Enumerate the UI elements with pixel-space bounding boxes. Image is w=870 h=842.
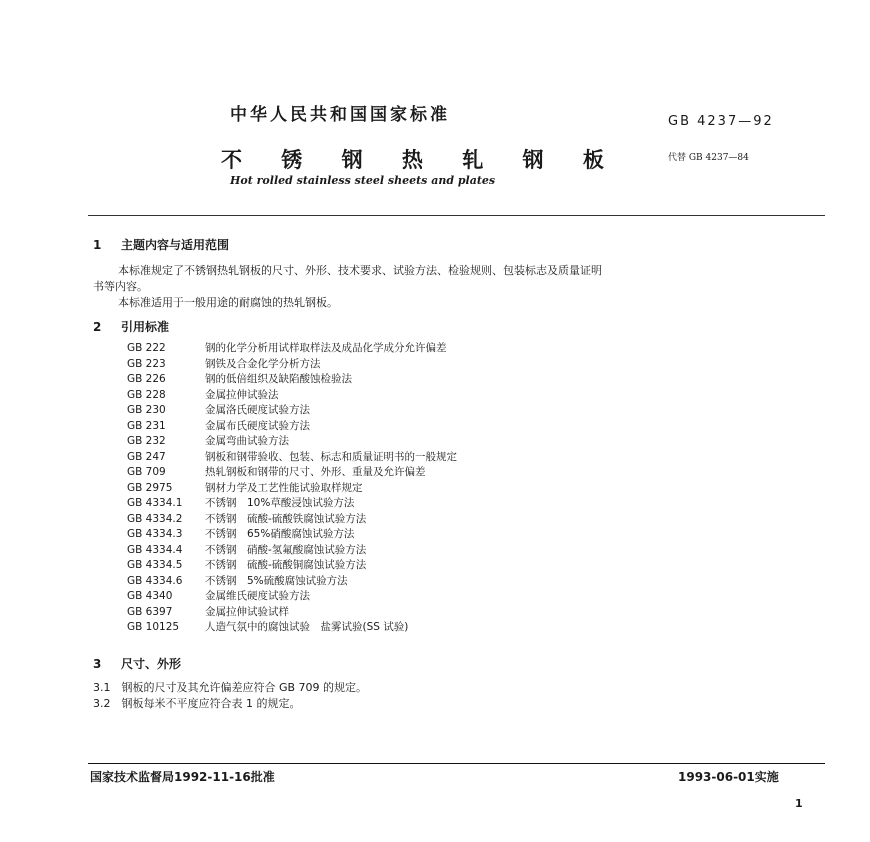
reference-item <box>127 449 457 465</box>
reference-code: GB 222 <box>127 342 166 354</box>
reference-title: 金属维氏硬度试验方法 <box>205 590 310 602</box>
reference-code: GB 10125 <box>127 621 180 633</box>
standard-number: GB 4237—92 <box>668 114 774 129</box>
section-1-para2: 本标准适用于一般用途的耐腐蚀的热轧钢板。 <box>118 296 338 309</box>
reference-title: 金属布氏硬度试验方法 <box>205 419 310 432</box>
reference-title: 钢材力学及工艺性能试验取样规定 <box>205 481 363 494</box>
approval-date: 国家技术监督局1992-11-16批准 <box>90 770 275 784</box>
reference-code: GB 4334.5 <box>127 559 183 571</box>
reference-item <box>127 495 457 511</box>
section-2-title: 引用标准 <box>121 320 170 334</box>
reference-item <box>127 371 457 387</box>
reference-title: 钢的化学分析用试样取样法及成品化学成分允许偏差 <box>205 342 447 354</box>
reference-title: 不锈钢 硝酸-氢氟酸腐蚀试验方法 <box>205 543 367 556</box>
reference-title: 金属拉伸试验法 <box>205 388 279 401</box>
national-standard-heading: 中华人民共和国国家标准 <box>230 105 450 125</box>
reference-title: 热轧钢板和钢带的尺寸、外形、重量及允许偏差 <box>205 466 426 478</box>
reference-code: GB 2975 <box>127 481 173 494</box>
reference-title: 金属拉伸试验试样 <box>205 605 289 618</box>
reference-title: 不锈钢 硫酸-硫酸铜腐蚀试验方法 <box>205 559 367 571</box>
reference-item <box>127 526 457 542</box>
reference-title: 不锈钢 10%草酸浸蚀试验方法 <box>205 497 355 509</box>
reference-code: GB 4334.1 <box>127 497 183 509</box>
reference-item <box>127 464 457 480</box>
english-title: Hot rolled stainless steel sheets and plates <box>230 174 496 187</box>
reference-code: GB 4334.2 <box>127 512 183 525</box>
section-3-number: 3 <box>93 657 102 671</box>
section-1-heading <box>93 236 229 253</box>
section-1-number: 1 <box>93 238 102 252</box>
section-3-title: 尺寸、外形 <box>121 657 182 671</box>
section-3-heading <box>93 655 181 672</box>
reference-code: GB 4334.6 <box>127 574 183 587</box>
reference-code: GB 4334.3 <box>127 528 183 540</box>
reference-title: 不锈钢 硫酸-硫酸铁腐蚀试验方法 <box>205 512 367 525</box>
reference-code: GB 4334.4 <box>127 543 183 556</box>
reference-item <box>127 542 457 558</box>
page-number: 1 <box>795 797 803 810</box>
reference-item <box>127 433 457 449</box>
reference-code: GB 228 <box>127 388 166 401</box>
reference-title: 金属洛氏硬度试验方法 <box>205 404 310 416</box>
reference-code: GB 4340 <box>127 590 173 602</box>
reference-item <box>127 402 457 418</box>
reference-code: GB 247 <box>127 450 166 463</box>
footer-divider <box>88 763 825 764</box>
reference-list <box>127 340 457 635</box>
reference-code: GB 232 <box>127 435 166 447</box>
reference-item <box>127 511 457 527</box>
implementation-date: 1993-06-01实施 <box>678 770 779 784</box>
reference-code: GB 226 <box>127 373 166 385</box>
section-1-para1-line2: 书等内容。 <box>93 280 148 293</box>
section-2-heading <box>93 318 169 335</box>
section-1-title: 主题内容与适用范围 <box>121 238 230 252</box>
reference-item <box>127 480 457 496</box>
clause-3-1: 3.1 钢板的尺寸及其允许偏差应符合 GB 709 的规定。 <box>93 681 368 694</box>
reference-title: 人造气氛中的腐蚀试验 盐雾试验(SS 试验) <box>205 621 409 633</box>
reference-title: 不锈钢 65%硝酸腐蚀试验方法 <box>205 528 355 540</box>
reference-code: GB 709 <box>127 466 166 478</box>
reference-title: 钢板和钢带验收、包装、标志和质量证明书的一般规定 <box>205 450 457 463</box>
reference-item <box>127 340 457 356</box>
reference-title: 不锈钢 5%硫酸腐蚀试验方法 <box>205 574 348 587</box>
reference-item <box>127 573 457 589</box>
reference-title: 金属弯曲试验方法 <box>205 435 289 447</box>
reference-title: 钢铁及合金化学分析方法 <box>205 357 321 370</box>
replaces-standard: 代替 GB 4237—84 <box>668 153 749 163</box>
header-divider <box>88 215 825 216</box>
reference-code: GB 6397 <box>127 605 173 618</box>
reference-code: GB 231 <box>127 419 166 432</box>
reference-item <box>127 356 457 372</box>
section-1-para1-line1: 本标准规定了不锈钢热轧钢板的尺寸、外形、技术要求、试验方法、检验规则、包装标志及质量证明 <box>118 264 602 277</box>
reference-item <box>127 387 457 403</box>
reference-item <box>127 418 457 434</box>
reference-item <box>127 588 457 604</box>
reference-title: 钢的低倍组织及缺陷酸蚀检验法 <box>205 373 352 385</box>
section-2-number: 2 <box>93 320 102 334</box>
reference-item <box>127 557 457 573</box>
reference-code: GB 230 <box>127 404 166 416</box>
document-title: 不 锈 钢 热 轧 钢 板 <box>221 148 604 172</box>
clause-3-2: 3.2 钢板每米不平度应符合表 1 的规定。 <box>93 697 301 710</box>
reference-item <box>127 619 457 635</box>
reference-code: GB 223 <box>127 357 166 370</box>
reference-item <box>127 604 457 620</box>
